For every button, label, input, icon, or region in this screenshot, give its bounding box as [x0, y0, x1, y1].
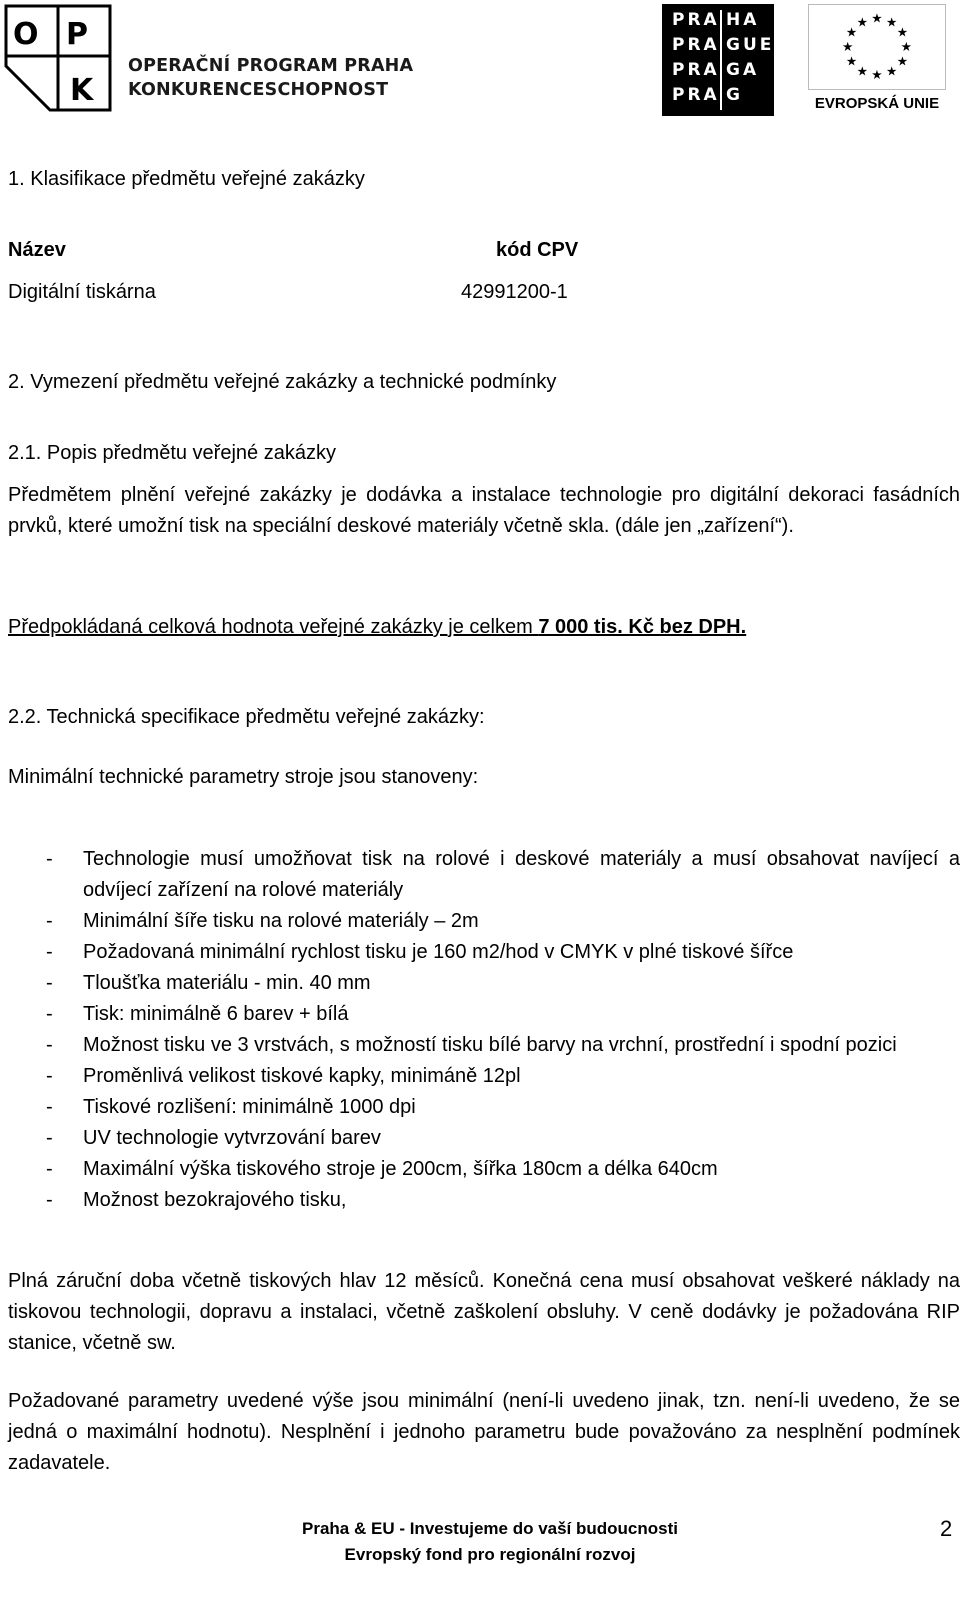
list-item: - Technologie musí umožňovat tisk na rolové i deskové materiály a musí obsahovat navíjecí a odvíjecí zařízení na rolové materiály [46, 848, 960, 901]
list-item: - Tisk: minimálně 6 barev + bílá [46, 1003, 349, 1025]
eu-label: EVROPSKÁ UNIE [814, 95, 940, 112]
item-cpv-code: 42991200-1 [461, 281, 568, 303]
svg-text:★: ★ [856, 63, 869, 79]
parameters-intro: Minimální technické parametry stroje jsou stanoveny: [8, 766, 479, 788]
list-item: - Možnost tisku ve 3 vrstvách, s možností tisku bílé barvy na vrchní, prostřední i spodní pozici [46, 1034, 897, 1056]
praha-logo [662, 4, 774, 116]
column-header-cpv: kód CPV [496, 239, 579, 261]
svg-text:★: ★ [845, 24, 858, 40]
praha-row: PRA G [672, 85, 743, 105]
page-number: 2 [940, 1516, 953, 1541]
opp-letter-o: O [13, 17, 39, 52]
list-item: - Požadovaná minimální rychlost tisku je 160 m2/hod v CMYK v plné tiskové šířce [46, 941, 794, 963]
list-item: - Proměnlivá velikost tiskové kapky, minimáně 12pl [46, 1065, 521, 1087]
subsection-2-2-heading: 2.2. Technická specifikace předmětu veřejné zakázky: [8, 706, 485, 728]
opp-letter-k: K [70, 73, 94, 108]
list-item: - Minimální šíře tisku na rolové materiály – 2m [46, 910, 479, 932]
list-item: - Maximální výška tiskového stroje je 200cm, šířka 180cm a délka 640cm [46, 1158, 718, 1180]
estimated-value-text: Předpokládaná celková hodnota veřejné zakázky je celkem [8, 616, 539, 638]
svg-text:★: ★ [871, 67, 883, 83]
opp-program-name: OPERAČNÍ PROGRAM PRAHA [128, 56, 414, 76]
praha-row: PRA GA [672, 60, 760, 80]
list-item: - Možnost bezokrajového tisku, [46, 1189, 347, 1211]
praha-logo-divider [720, 10, 722, 110]
eu-logo [808, 4, 946, 116]
svg-text:★: ★ [885, 14, 898, 30]
footer-fund: Evropský fond pro regionální rozvoj [344, 1545, 636, 1564]
minimum-parameters-paragraph: Požadované parametry uvedené výše jsou minimální (není-li uvedeno jinak, tzn. není-li uvedeno, že se jedná o maximální hodnotu). Nesplnění i jednoho parametru bude považováno za nesplnění podmínek zadavatele. [8, 1390, 960, 1474]
list-item: - UV technologie vytvrzování barev [46, 1127, 381, 1149]
svg-text:★: ★ [856, 14, 869, 30]
section1-heading: 1. Klasifikace předmětu veřejné zakázky [8, 168, 365, 190]
svg-text:★: ★ [842, 38, 854, 54]
opp-letter-p2: P [66, 17, 88, 52]
svg-text:★: ★ [871, 10, 883, 26]
opp-program-subtitle: KONKURENCESCHOPNOST [128, 80, 389, 100]
praha-row: PRA GUE [672, 35, 775, 55]
estimated-value [8, 612, 746, 642]
svg-text:★: ★ [885, 63, 898, 79]
subject-description: Předmětem plnění veřejné zakázky je dodávka a instalace technologie pro digitální dekoraci fasádních prvků, které umožní tisk na speciální deskové materiály včetně skla. (dále jen „zařízení“). [8, 484, 960, 537]
svg-text:★: ★ [896, 53, 909, 69]
estimated-value-amount: 7 000 tis. Kč bez DPH. [538, 616, 747, 638]
column-header-name: Název [8, 239, 66, 261]
parameter-list [8, 844, 960, 1216]
eu-flag-icon [808, 4, 946, 90]
footer-slogan: Praha & EU - Investujeme do vaší budoucnosti [302, 1519, 678, 1538]
svg-text:★: ★ [896, 24, 909, 40]
item-name: Digitální tiskárna [8, 281, 156, 303]
svg-text:★: ★ [845, 53, 858, 69]
svg-text:★: ★ [900, 38, 912, 54]
section2-heading: 2. Vymezení předmětu veřejné zakázky a technické podmínky [8, 371, 557, 393]
opp-logo [4, 4, 112, 112]
praha-row: PRA HA [672, 10, 760, 30]
list-item: - Tloušťka materiálu - min. 40 mm [46, 972, 371, 994]
subsection-2-1-heading: 2.1. Popis předmětu veřejné zakázky [8, 442, 336, 464]
warranty-paragraph: Plná záruční doba včetně tiskových hlav 12 měsíců. Konečná cena musí obsahovat veškeré náklady na tiskovou technologii, dopravu a instalaci, včetně zaškolení obsluhy. V ceně dodávky je požadována RIP stanice, včetně sw. [8, 1270, 960, 1354]
list-item: - Tiskové rozlišení: minimálně 1000 dpi [46, 1096, 416, 1118]
